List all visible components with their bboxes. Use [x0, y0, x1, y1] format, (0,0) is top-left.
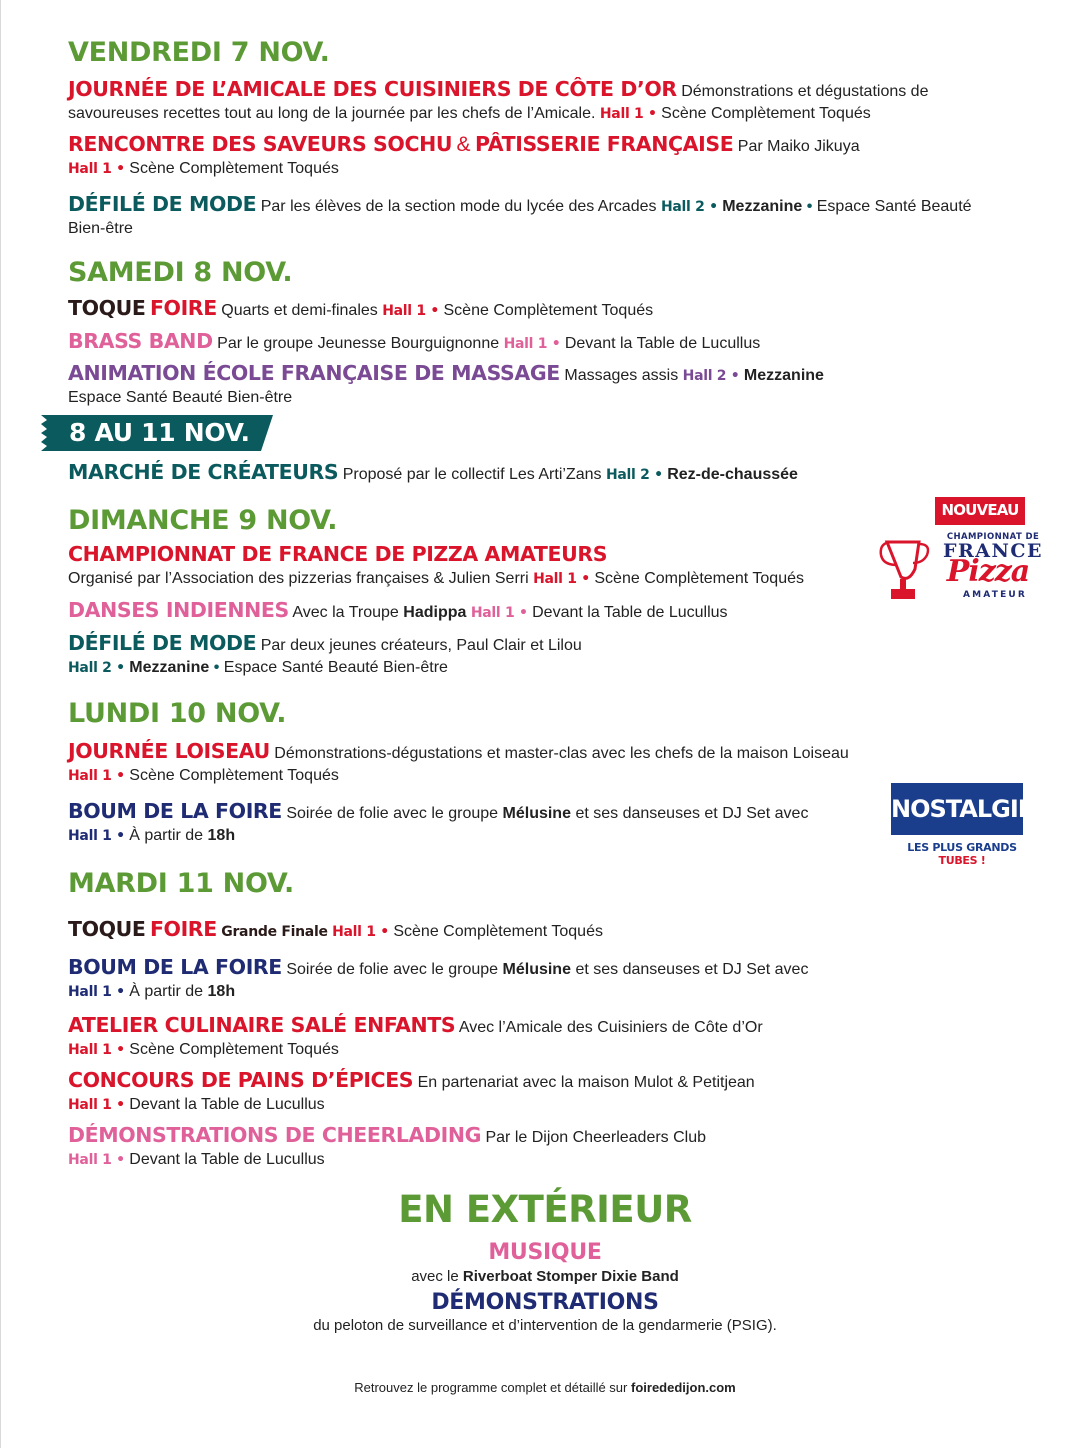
event-hall: Hall 1 • [382, 303, 440, 319]
event-title: PÂTISSERIE FRANÇAISE [475, 132, 734, 156]
event-place: Scène Complètement Toqués [129, 160, 339, 177]
event-place: À partir de [129, 983, 204, 1000]
event-massage [68, 362, 1013, 409]
pizza-logo-line2: FRANCE [943, 540, 1043, 562]
event-title: BRASS BAND [68, 329, 213, 353]
pizza-championship-logo [879, 497, 1049, 607]
event-hall: Hall 2 • [605, 467, 663, 483]
event-desc: Quarts et demi-finales [221, 302, 378, 319]
event-time: 18h [207, 827, 236, 844]
date-range-heading: 8 AU 11 NOV. [69, 418, 250, 447]
event-level: Mezzanine [129, 659, 210, 676]
event-performer: Mélusine [502, 805, 571, 822]
event-hall: Hall 1 • [68, 1042, 125, 1058]
event-place: Devant la Table de Lucullus [129, 1096, 325, 1113]
event-hall: Hall 1 • [68, 161, 125, 177]
event-place: Devant la Table de Lucullus [564, 335, 761, 352]
event-desc: Avec la Troupe [292, 604, 399, 621]
event-title: RENCONTRE DES SAVEURS SOCHU [68, 132, 453, 156]
event-desc: Avec l’Amicale des Cuisiniers de Côte d’Or [458, 1019, 763, 1036]
event-desc: Soirée de folie avec le groupe [286, 805, 499, 822]
event-hall: Hall 1 • [503, 336, 561, 352]
event-title: DÉFILÉ DE MODE [68, 631, 257, 655]
pizza-logo-badge: NOUVEAU [941, 501, 1019, 519]
nostalgie-logo-name: NOSTALGIE [891, 783, 1023, 835]
outdoor-music-pre: avec le [411, 1268, 459, 1285]
event-level: Mezzanine [743, 367, 824, 384]
footer [1, 1380, 1088, 1395]
event-title-amp: & [456, 133, 471, 156]
event-brass-band [68, 330, 1013, 355]
event-place: Scène Complètement Toqués [661, 105, 871, 122]
event-place: Scène Complètement Toqués [393, 923, 603, 940]
event-desc: Par Maiko Jikuya [737, 138, 860, 155]
outdoor-music-title: MUSIQUE [488, 1240, 602, 1265]
event-desc: Par deux jeunes créateurs, Paul Clair et Lilou [260, 637, 582, 654]
event-title: TOQUE [68, 917, 146, 941]
event-toque-foire-finale [68, 918, 1013, 943]
date-range-banner [41, 415, 273, 451]
event-title: DÉFILÉ DE MODE [68, 192, 257, 216]
event-title: TOQUE [68, 296, 146, 320]
event-hall: Hall 1 • [599, 106, 657, 122]
event-title: BOUM DE LA FOIRE [68, 955, 282, 979]
event-hall: Hall 1 • [470, 605, 528, 621]
event-defile-friday [68, 193, 1013, 240]
event-title: ANIMATION ÉCOLE FRANÇAISE DE MASSAGE [68, 361, 560, 385]
event-place: Scène Complètement Toqués [129, 1041, 339, 1058]
event-toque-foire-sat [68, 297, 1013, 322]
event-place: Devant la Table de Lucullus [129, 1151, 325, 1168]
event-hall: Hall 1 • [68, 1097, 125, 1113]
event-place: Scène Complètement Toqués [443, 302, 654, 319]
day-heading-saturday: SAMEDI 8 NOV. [68, 257, 293, 288]
pizza-logo-line1: CHAMPIONNAT DE [946, 532, 1040, 542]
event-desc: Massages assis [564, 367, 679, 384]
event-desc: Proposé par le collectif Les Arti’Zans [342, 466, 602, 483]
event-place: À partir de [129, 827, 204, 844]
event-hall: Hall 1 • [332, 924, 389, 940]
event-cheerleading [68, 1124, 1013, 1171]
event-pizza-championship [68, 543, 888, 590]
outdoor-music-line [1, 1268, 1088, 1285]
event-amicale [68, 78, 1013, 125]
event-title: FOIRE [149, 296, 217, 320]
event-title: BOUM DE LA FOIRE [68, 799, 282, 823]
outdoor-title: EN EXTÉRIEUR [398, 1188, 692, 1231]
event-performer: Mélusine [502, 961, 571, 978]
event-place: Espace Santé Beauté Bien-être [223, 659, 448, 676]
event-hall: Hall 1 • [533, 571, 590, 587]
event-hall: Hall 2 • [682, 368, 740, 384]
nostalgie-tagline-a: LES PLUS GRANDS [907, 841, 1017, 854]
event-place: Espace Santé Beauté Bien-être [68, 198, 972, 237]
event-hall: Hall 2 • [660, 199, 718, 215]
event-place: Espace Santé Beauté Bien-être [68, 389, 293, 406]
event-title: JOURNÉE LOISEAU [68, 739, 270, 763]
event-desc: Soirée de folie avec le groupe [286, 961, 499, 978]
event-hall: Hall 2 • [68, 660, 125, 676]
pizza-logo-line3: Pizza [946, 554, 1030, 589]
day-heading-friday: VENDREDI 7 NOV. [68, 37, 330, 68]
event-journee-loiseau [68, 740, 1013, 787]
event-desc: En partenariat avec la maison Mulot & Petitjean [417, 1074, 755, 1091]
day-heading-tuesday: MARDI 11 NOV. [68, 868, 294, 899]
event-desc: Démonstrations et dégustations de savoureuses recettes tout au long de la journée par les chefs de l’Amicale. [68, 83, 929, 122]
event-desc: Par le Dijon Cheerleaders Club [485, 1129, 707, 1146]
event-level: Mezzanine [722, 198, 803, 215]
event-desc: Organisé par l’Association des pizzerias françaises & Julien Serri [68, 570, 529, 587]
footer-text: Retrouvez le programme complet et détaillé sur [354, 1380, 628, 1395]
event-title: CONCOURS DE PAINS D’ÉPICES [68, 1068, 414, 1092]
event-desc: et ses danseuses et DJ Set avec [575, 805, 809, 822]
outdoor-demo-text: du peloton de surveillance et d’intervention de la gendarmerie (PSIG). [313, 1317, 777, 1334]
event-atelier-enfants [68, 1014, 1013, 1061]
nostalgie-logo [888, 783, 1036, 867]
day-heading-sunday: DIMANCHE 9 NOV. [68, 505, 338, 536]
event-desc: Démonstrations-dégustations et master-clas avec les chefs de la maison Loiseau [274, 745, 849, 762]
separator: • [806, 198, 813, 215]
event-title: ATELIER CULINAIRE SALÉ ENFANTS [68, 1013, 456, 1037]
event-title: JOURNÉE DE L’AMICALE DES CUISINIERS DE CÔTE D’OR [68, 77, 677, 101]
footer-site-link[interactable]: foirededijon.com [631, 1380, 736, 1395]
event-title: DANSES INDIENNES [68, 598, 289, 622]
event-place: Scène Complètement Toqués [594, 570, 804, 587]
outdoor-demo-title: DÉMONSTRATIONS [431, 1290, 659, 1315]
event-time: 18h [207, 983, 236, 1000]
event-desc: Par les élèves de la section mode du lycée des Arcades [260, 198, 657, 215]
nostalgie-tagline [888, 841, 1036, 867]
day-heading-monday: LUNDI 10 NOV. [68, 698, 287, 729]
event-boum-monday [68, 800, 888, 847]
event-title: FOIRE [149, 917, 217, 941]
event-desc: Grande Finale [221, 924, 328, 940]
event-marche-createurs [68, 461, 1013, 486]
event-hall: Hall 1 • [68, 828, 125, 844]
nostalgie-tagline-b: TUBES ! [938, 854, 986, 867]
event-pains-epices [68, 1069, 1013, 1116]
event-level: Rez-de-chaussée [667, 466, 798, 483]
event-desc: et ses danseuses et DJ Set avec [575, 961, 809, 978]
event-hall: Hall 1 • [68, 768, 125, 784]
separator: • [213, 659, 220, 676]
outdoor-music-band: Riverboat Stomper Dixie Band [462, 1268, 679, 1285]
pizza-logo-line4: AMATEUR [962, 590, 1028, 600]
event-defile-sunday [68, 632, 1013, 679]
event-performer: Hadippa [403, 604, 467, 621]
event-boum-tuesday [68, 956, 1013, 1003]
event-desc: Par le groupe Jeunesse Bourguignonne [217, 335, 500, 352]
event-place: Scène Complètement Toqués [129, 767, 339, 784]
event-hall: Hall 1 • [68, 1152, 125, 1168]
event-danses-indiennes [68, 599, 1013, 624]
event-place: Devant la Table de Lucullus [532, 604, 728, 621]
event-title: DÉMONSTRATIONS DE CHEERLADING [68, 1123, 482, 1147]
event-title: MARCHÉ DE CRÉATEURS [68, 460, 339, 484]
event-hall: Hall 1 • [68, 984, 125, 1000]
event-sochu [68, 133, 1013, 180]
event-title: CHAMPIONNAT DE FRANCE DE PIZZA AMATEURS [68, 542, 608, 566]
